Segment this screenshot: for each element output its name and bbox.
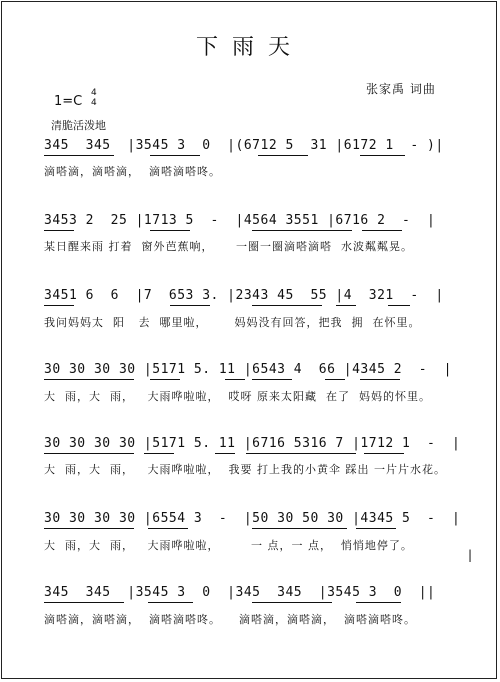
beam-line (360, 155, 405, 156)
beam-line (325, 379, 345, 380)
key-signature: 1=C (54, 94, 83, 109)
beam-line (252, 379, 292, 380)
beam-line (336, 305, 356, 306)
notation-row-1: 345 345 |3545 3 0 |(6712 5 31 |6172 1 - )| (44, 138, 444, 153)
lyrics-row-4: 大 雨，大 雨， 大雨哗啦啦， 哎呀 原来太阳藏 在了 妈妈的怀里。 (44, 390, 431, 403)
beam-line (252, 305, 322, 306)
meter-top: 4 (91, 88, 97, 98)
lyrics-row-7: 滴嗒滴，滴嗒滴， 滴嗒滴嗒咚。 滴嗒滴，滴嗒滴， 滴嗒滴嗒咚。 (44, 613, 416, 626)
beam-line (150, 379, 180, 380)
beam-line (252, 602, 332, 603)
tempo-marking: 清脆活泼地 (51, 119, 106, 132)
beam-line (148, 528, 188, 529)
beam-line (44, 305, 74, 306)
beam-line (44, 230, 74, 231)
beam-line (144, 453, 174, 454)
beam-line (356, 602, 401, 603)
beam-line (44, 379, 134, 380)
side-mark: | (468, 548, 473, 562)
beam-line (44, 155, 114, 156)
notation-row-6: 30 30 30 30 |6554 3 - |50 30 50 30 |4345 5 - | (44, 511, 461, 526)
notation-row-7: 345 345 |3545 3 0 |345 345 |3545 3 0 || (44, 585, 436, 600)
beam-line (148, 602, 193, 603)
beam-line (215, 453, 235, 454)
beam-line (150, 155, 200, 156)
composer-credit: 张家禹 词曲 (366, 82, 436, 96)
beam-line (225, 379, 245, 380)
lyrics-row-2: 某日醒来雨 打着 窗外芭蕉响， 一圈一圈滴嗒滴嗒 水波粼粼晃。 (44, 240, 413, 253)
lyrics-row-3: 我问妈妈太 阳 去 哪里啦， 妈妈没有回答，把我 拥 在怀里。 (44, 316, 421, 329)
beam-line (170, 305, 210, 306)
beam-line (356, 528, 396, 529)
lyrics-row-6: 大 雨，大 雨， 大雨哗啦啦， 一 点，一 点， 悄悄地停了。 (44, 539, 413, 552)
lyrics-row-1: 滴嗒滴，滴嗒滴， 滴嗒滴嗒咚。 (44, 165, 221, 178)
beam-line (246, 453, 356, 454)
beam-line (388, 305, 410, 306)
lyrics-row-5: 大 雨，大 雨， 大雨哗啦啦， 我要 打上我的小黄伞 踩出 一片片水花。 (44, 463, 446, 476)
song-title: 下雨天 (195, 35, 304, 60)
notation-row-4: 30 30 30 30 |5171 5. 11 |6543 4 66 |4345 2 - | (44, 362, 453, 377)
beam-line (150, 230, 190, 231)
beam-line (44, 602, 124, 603)
beam-line (252, 528, 347, 529)
notation-row-3: 3451 6 6 |7 653 3. |2343 45 55 |4 321 - | (44, 288, 444, 303)
beam-line (44, 528, 134, 529)
beam-line (252, 230, 352, 231)
beam-line (360, 379, 400, 380)
beam-line (362, 230, 402, 231)
beam-line (364, 453, 404, 454)
meter-bottom: 4 (91, 98, 97, 108)
beam-line (258, 155, 308, 156)
time-signature (91, 88, 97, 108)
notation-row-5: 30 30 30 30 |5171 5. 11 |6716 5316 7 |1712 1 - | (44, 436, 461, 451)
beam-line (44, 453, 134, 454)
notation-row-2: 3453 2 25 |1713 5 - |4564 3551 |6716 2 - | (44, 213, 436, 228)
